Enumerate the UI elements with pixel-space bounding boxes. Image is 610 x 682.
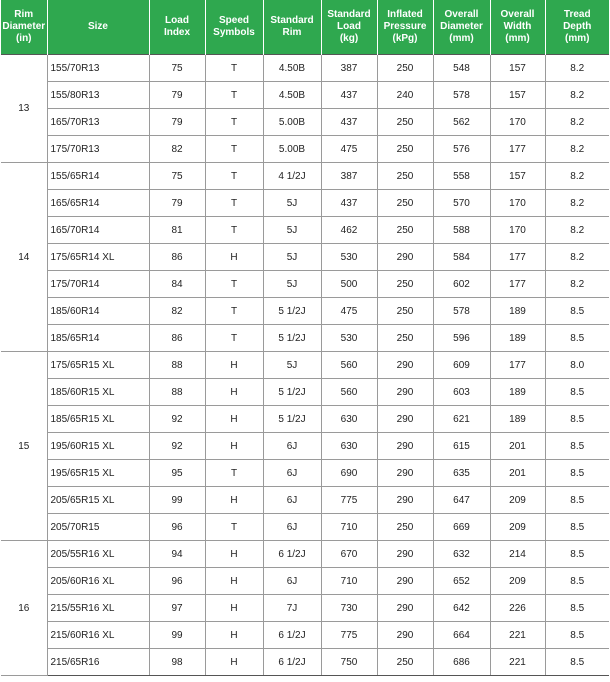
inflated-pressure-cell: 290 xyxy=(377,487,433,514)
table-row xyxy=(1,163,609,190)
standard-rim-cell: 6J xyxy=(263,568,321,595)
tire-size-cell: 155/80R13 xyxy=(47,82,149,109)
overall-diameter-cell: 652 xyxy=(433,568,490,595)
standard-load-cell: 560 xyxy=(321,379,377,406)
standard-rim-cell: 5.00B xyxy=(263,136,321,163)
overall-diameter-cell: 621 xyxy=(433,406,490,433)
standard-load-cell: 750 xyxy=(321,649,377,676)
overall-diameter-cell: 686 xyxy=(433,649,490,676)
speed-symbol-cell: T xyxy=(205,514,263,541)
header-rim-diameter: Rim Diameter (in) xyxy=(1,0,47,55)
overall-width-cell: 201 xyxy=(490,433,545,460)
tread-depth-cell: 8.2 xyxy=(545,82,609,109)
table-row xyxy=(1,271,609,298)
table-row xyxy=(1,298,609,325)
inflated-pressure-cell: 290 xyxy=(377,406,433,433)
tire-size-cell: 205/70R15 xyxy=(47,514,149,541)
inflated-pressure-cell: 290 xyxy=(377,244,433,271)
standard-load-cell: 710 xyxy=(321,568,377,595)
standard-rim-cell: 5J xyxy=(263,190,321,217)
speed-symbol-cell: H xyxy=(205,568,263,595)
tread-depth-cell: 8.2 xyxy=(545,190,609,217)
tire-size-cell: 215/55R16 XL xyxy=(47,595,149,622)
tire-size-cell: 205/60R16 XL xyxy=(47,568,149,595)
table-row xyxy=(1,649,609,676)
standard-load-cell: 530 xyxy=(321,244,377,271)
table-row xyxy=(1,460,609,487)
speed-symbol-cell: H xyxy=(205,406,263,433)
overall-width-cell: 189 xyxy=(490,325,545,352)
rim-diameter-group-cell: 15 xyxy=(1,352,47,541)
speed-symbol-cell: T xyxy=(205,217,263,244)
standard-rim-cell: 5J xyxy=(263,352,321,379)
table-row xyxy=(1,595,609,622)
overall-diameter-cell: 570 xyxy=(433,190,490,217)
overall-diameter-cell: 615 xyxy=(433,433,490,460)
load-index-cell: 99 xyxy=(149,622,205,649)
standard-rim-cell: 5 1/2J xyxy=(263,406,321,433)
overall-diameter-cell: 664 xyxy=(433,622,490,649)
header-inflated-pressure: Inflated Pressure (kPg) xyxy=(377,0,433,55)
overall-width-cell: 177 xyxy=(490,352,545,379)
header-size: Size xyxy=(47,0,149,55)
table-row xyxy=(1,433,609,460)
load-index-cell: 86 xyxy=(149,325,205,352)
tread-depth-cell: 8.2 xyxy=(545,271,609,298)
inflated-pressure-cell: 250 xyxy=(377,55,433,82)
overall-width-cell: 209 xyxy=(490,568,545,595)
table-row xyxy=(1,55,609,82)
speed-symbol-cell: T xyxy=(205,325,263,352)
overall-diameter-cell: 584 xyxy=(433,244,490,271)
overall-width-cell: 177 xyxy=(490,136,545,163)
table-row xyxy=(1,325,609,352)
overall-width-cell: 214 xyxy=(490,541,545,568)
overall-width-cell: 157 xyxy=(490,82,545,109)
overall-width-cell: 221 xyxy=(490,649,545,676)
table-row xyxy=(1,190,609,217)
standard-load-cell: 437 xyxy=(321,82,377,109)
header-standard-rim: Standard Rim xyxy=(263,0,321,55)
load-index-cell: 88 xyxy=(149,379,205,406)
load-index-cell: 79 xyxy=(149,109,205,136)
standard-load-cell: 775 xyxy=(321,487,377,514)
overall-diameter-cell: 635 xyxy=(433,460,490,487)
load-index-cell: 75 xyxy=(149,163,205,190)
inflated-pressure-cell: 290 xyxy=(377,622,433,649)
standard-load-cell: 775 xyxy=(321,622,377,649)
header-overall-width: Overall Width (mm) xyxy=(490,0,545,55)
standard-rim-cell: 6 1/2J xyxy=(263,622,321,649)
load-index-cell: 84 xyxy=(149,271,205,298)
overall-width-cell: 170 xyxy=(490,190,545,217)
load-index-cell: 96 xyxy=(149,514,205,541)
overall-diameter-cell: 548 xyxy=(433,55,490,82)
overall-diameter-cell: 632 xyxy=(433,541,490,568)
standard-rim-cell: 6J xyxy=(263,514,321,541)
tread-depth-cell: 8.5 xyxy=(545,649,609,676)
tread-depth-cell: 8.5 xyxy=(545,541,609,568)
overall-width-cell: 209 xyxy=(490,514,545,541)
table-row xyxy=(1,217,609,244)
tire-size-cell: 205/55R16 XL xyxy=(47,541,149,568)
table-row xyxy=(1,109,609,136)
standard-load-cell: 730 xyxy=(321,595,377,622)
standard-load-cell: 462 xyxy=(321,217,377,244)
overall-diameter-cell: 603 xyxy=(433,379,490,406)
overall-diameter-cell: 602 xyxy=(433,271,490,298)
overall-width-cell: 157 xyxy=(490,55,545,82)
standard-load-cell: 670 xyxy=(321,541,377,568)
standard-load-cell: 437 xyxy=(321,190,377,217)
table-row xyxy=(1,406,609,433)
overall-diameter-cell: 578 xyxy=(433,82,490,109)
table-row xyxy=(1,136,609,163)
overall-diameter-cell: 647 xyxy=(433,487,490,514)
standard-rim-cell: 4 1/2J xyxy=(263,163,321,190)
load-index-cell: 96 xyxy=(149,568,205,595)
tread-depth-cell: 8.5 xyxy=(545,406,609,433)
standard-rim-cell: 4.50B xyxy=(263,82,321,109)
inflated-pressure-cell: 290 xyxy=(377,433,433,460)
standard-rim-cell: 6J xyxy=(263,487,321,514)
tread-depth-cell: 8.2 xyxy=(545,55,609,82)
standard-rim-cell: 6 1/2J xyxy=(263,649,321,676)
tire-size-cell: 155/70R13 xyxy=(47,55,149,82)
load-index-cell: 94 xyxy=(149,541,205,568)
overall-width-cell: 221 xyxy=(490,622,545,649)
standard-rim-cell: 5 1/2J xyxy=(263,325,321,352)
inflated-pressure-cell: 290 xyxy=(377,352,433,379)
overall-diameter-cell: 609 xyxy=(433,352,490,379)
inflated-pressure-cell: 290 xyxy=(377,595,433,622)
tire-size-cell: 185/65R14 xyxy=(47,325,149,352)
standard-rim-cell: 6J xyxy=(263,433,321,460)
speed-symbol-cell: T xyxy=(205,109,263,136)
header-load-index: Load Index xyxy=(149,0,205,55)
tread-depth-cell: 8.2 xyxy=(545,136,609,163)
tread-depth-cell: 8.2 xyxy=(545,163,609,190)
overall-width-cell: 170 xyxy=(490,109,545,136)
speed-symbol-cell: T xyxy=(205,460,263,487)
speed-symbol-cell: H xyxy=(205,352,263,379)
load-index-cell: 95 xyxy=(149,460,205,487)
tire-size-cell: 195/65R15 XL xyxy=(47,460,149,487)
tire-size-cell: 205/65R15 XL xyxy=(47,487,149,514)
tire-size-cell: 175/65R14 XL xyxy=(47,244,149,271)
speed-symbol-cell: H xyxy=(205,622,263,649)
tread-depth-cell: 8.5 xyxy=(545,325,609,352)
standard-rim-cell: 5J xyxy=(263,271,321,298)
tire-size-cell: 185/65R15 XL xyxy=(47,406,149,433)
overall-diameter-cell: 576 xyxy=(433,136,490,163)
overall-diameter-cell: 578 xyxy=(433,298,490,325)
header-standard-load: Standard Load (kg) xyxy=(321,0,377,55)
speed-symbol-cell: H xyxy=(205,541,263,568)
tread-depth-cell: 8.5 xyxy=(545,568,609,595)
header-tread-depth: Tread Depth (mm) xyxy=(545,0,609,55)
header-speed-symbols: Speed Symbols xyxy=(205,0,263,55)
overall-width-cell: 170 xyxy=(490,217,545,244)
speed-symbol-cell: H xyxy=(205,379,263,406)
speed-symbol-cell: T xyxy=(205,82,263,109)
standard-rim-cell: 6 1/2J xyxy=(263,541,321,568)
standard-rim-cell: 5 1/2J xyxy=(263,298,321,325)
tread-depth-cell: 8.5 xyxy=(545,622,609,649)
overall-width-cell: 189 xyxy=(490,379,545,406)
load-index-cell: 86 xyxy=(149,244,205,271)
tread-depth-cell: 8.5 xyxy=(545,379,609,406)
standard-rim-cell: 5 1/2J xyxy=(263,379,321,406)
standard-rim-cell: 5J xyxy=(263,244,321,271)
overall-diameter-cell: 562 xyxy=(433,109,490,136)
overall-diameter-cell: 596 xyxy=(433,325,490,352)
tire-size-cell: 175/70R14 xyxy=(47,271,149,298)
speed-symbol-cell: H xyxy=(205,595,263,622)
inflated-pressure-cell: 250 xyxy=(377,325,433,352)
tire-size-cell: 165/65R14 xyxy=(47,190,149,217)
table-row xyxy=(1,514,609,541)
speed-symbol-cell: T xyxy=(205,298,263,325)
standard-rim-cell: 6J xyxy=(263,460,321,487)
standard-rim-cell: 7J xyxy=(263,595,321,622)
overall-diameter-cell: 669 xyxy=(433,514,490,541)
tread-depth-cell: 8.5 xyxy=(545,298,609,325)
load-index-cell: 81 xyxy=(149,217,205,244)
standard-load-cell: 387 xyxy=(321,163,377,190)
standard-load-cell: 475 xyxy=(321,298,377,325)
tire-size-cell: 175/65R15 XL xyxy=(47,352,149,379)
tread-depth-cell: 8.2 xyxy=(545,217,609,244)
table-row xyxy=(1,352,609,379)
speed-symbol-cell: T xyxy=(205,136,263,163)
standard-load-cell: 630 xyxy=(321,406,377,433)
inflated-pressure-cell: 250 xyxy=(377,217,433,244)
standard-rim-cell: 4.50B xyxy=(263,55,321,82)
speed-symbol-cell: T xyxy=(205,163,263,190)
tire-size-cell: 165/70R13 xyxy=(47,109,149,136)
tread-depth-cell: 8.5 xyxy=(545,595,609,622)
inflated-pressure-cell: 250 xyxy=(377,109,433,136)
overall-diameter-cell: 588 xyxy=(433,217,490,244)
tread-depth-cell: 8.5 xyxy=(545,487,609,514)
inflated-pressure-cell: 250 xyxy=(377,514,433,541)
load-index-cell: 97 xyxy=(149,595,205,622)
rim-diameter-group-cell: 13 xyxy=(1,55,47,163)
table-row xyxy=(1,487,609,514)
speed-symbol-cell: H xyxy=(205,487,263,514)
tire-size-cell: 215/65R16 xyxy=(47,649,149,676)
tread-depth-cell: 8.2 xyxy=(545,109,609,136)
load-index-cell: 99 xyxy=(149,487,205,514)
tread-depth-cell: 8.5 xyxy=(545,460,609,487)
inflated-pressure-cell: 250 xyxy=(377,271,433,298)
tire-size-cell: 175/70R13 xyxy=(47,136,149,163)
standard-load-cell: 710 xyxy=(321,514,377,541)
overall-width-cell: 157 xyxy=(490,163,545,190)
inflated-pressure-cell: 250 xyxy=(377,136,433,163)
load-index-cell: 79 xyxy=(149,82,205,109)
tread-depth-cell: 8.5 xyxy=(545,433,609,460)
overall-width-cell: 189 xyxy=(490,298,545,325)
standard-rim-cell: 5J xyxy=(263,217,321,244)
inflated-pressure-cell: 290 xyxy=(377,541,433,568)
load-index-cell: 88 xyxy=(149,352,205,379)
standard-load-cell: 560 xyxy=(321,352,377,379)
rim-diameter-group-cell: 14 xyxy=(1,163,47,352)
table-row xyxy=(1,568,609,595)
tread-depth-cell: 8.0 xyxy=(545,352,609,379)
load-index-cell: 92 xyxy=(149,406,205,433)
inflated-pressure-cell: 290 xyxy=(377,379,433,406)
table-row xyxy=(1,622,609,649)
tire-size-cell: 165/70R14 xyxy=(47,217,149,244)
overall-width-cell: 177 xyxy=(490,271,545,298)
tire-size-cell: 185/60R14 xyxy=(47,298,149,325)
inflated-pressure-cell: 250 xyxy=(377,649,433,676)
inflated-pressure-cell: 290 xyxy=(377,568,433,595)
inflated-pressure-cell: 290 xyxy=(377,460,433,487)
speed-symbol-cell: T xyxy=(205,55,263,82)
standard-load-cell: 475 xyxy=(321,136,377,163)
standard-load-cell: 690 xyxy=(321,460,377,487)
inflated-pressure-cell: 250 xyxy=(377,163,433,190)
load-index-cell: 98 xyxy=(149,649,205,676)
table-row xyxy=(1,379,609,406)
table-row xyxy=(1,244,609,271)
load-index-cell: 75 xyxy=(149,55,205,82)
overall-width-cell: 209 xyxy=(490,487,545,514)
tire-size-cell: 215/60R16 XL xyxy=(47,622,149,649)
tread-depth-cell: 8.5 xyxy=(545,514,609,541)
inflated-pressure-cell: 250 xyxy=(377,190,433,217)
standard-load-cell: 630 xyxy=(321,433,377,460)
tire-size-cell: 155/65R14 xyxy=(47,163,149,190)
table-header-row xyxy=(1,0,609,55)
speed-symbol-cell: T xyxy=(205,190,263,217)
tread-depth-cell: 8.2 xyxy=(545,244,609,271)
tire-size-cell: 185/60R15 XL xyxy=(47,379,149,406)
standard-load-cell: 530 xyxy=(321,325,377,352)
standard-load-cell: 437 xyxy=(321,109,377,136)
load-index-cell: 82 xyxy=(149,298,205,325)
inflated-pressure-cell: 240 xyxy=(377,82,433,109)
speed-symbol-cell: T xyxy=(205,271,263,298)
load-index-cell: 92 xyxy=(149,433,205,460)
tire-spec-table xyxy=(1,0,609,676)
overall-diameter-cell: 558 xyxy=(433,163,490,190)
overall-diameter-cell: 642 xyxy=(433,595,490,622)
table-body xyxy=(1,55,609,676)
table-row xyxy=(1,541,609,568)
standard-rim-cell: 5.00B xyxy=(263,109,321,136)
load-index-cell: 82 xyxy=(149,136,205,163)
rim-diameter-group-cell: 16 xyxy=(1,541,47,676)
overall-width-cell: 177 xyxy=(490,244,545,271)
inflated-pressure-cell: 250 xyxy=(377,298,433,325)
overall-width-cell: 201 xyxy=(490,460,545,487)
standard-load-cell: 387 xyxy=(321,55,377,82)
speed-symbol-cell: H xyxy=(205,433,263,460)
overall-width-cell: 189 xyxy=(490,406,545,433)
table-row xyxy=(1,82,609,109)
speed-symbol-cell: H xyxy=(205,649,263,676)
overall-width-cell: 226 xyxy=(490,595,545,622)
standard-load-cell: 500 xyxy=(321,271,377,298)
load-index-cell: 79 xyxy=(149,190,205,217)
speed-symbol-cell: H xyxy=(205,244,263,271)
tire-size-cell: 195/60R15 XL xyxy=(47,433,149,460)
header-overall-diameter: Overall Diameter (mm) xyxy=(433,0,490,55)
